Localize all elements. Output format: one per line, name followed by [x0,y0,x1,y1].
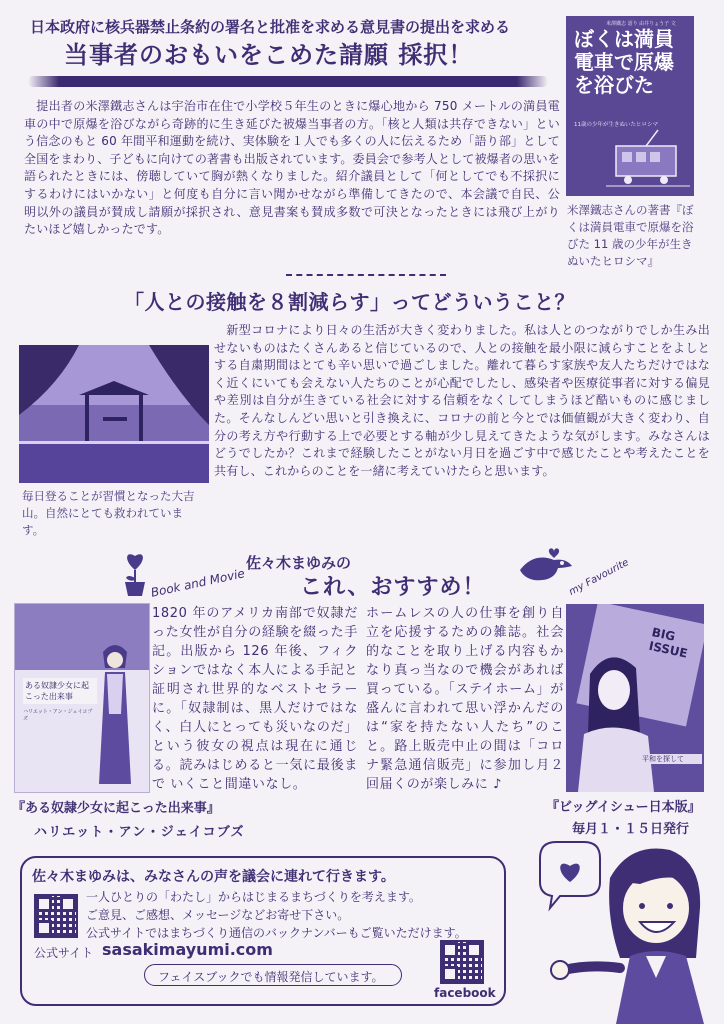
heart-flowerpot-icon [118,548,152,598]
facebook-qr-code[interactable] [440,940,484,984]
woman-illustration [570,644,666,792]
book-and-movie-tag: Book and Movie [149,566,247,600]
pavilion-illustration [19,345,209,483]
recommend-title-big: これ、おすすめ！ [300,575,486,600]
author-character-illustration [520,838,720,1024]
book-cover-subtitle: 11歳の少年が生きぬいたヒロシマ [574,122,658,128]
tram-illustration [606,128,690,192]
brush-divider [28,76,548,87]
petition-book-cover [566,16,694,196]
footer-line-2: ご意見、ご感想、メッセージなどお寄せ下さい。 [86,908,350,922]
site-label: 公式サイト [34,946,94,960]
book-cover-author: 米澤鐵志 語り 由井りょう子 文 [606,21,676,27]
mountain-photo [19,345,209,483]
petition-body: 提出者の米澤鐵志さんは宇治市在住で小学校５年生のときに爆心地から 750 メートルの満員電車の中で原爆を浴びながら奇跡的に生き延びた被爆当事者の方。「核と人類は共存できない」という信念のもと 60 年間平和運動を続け、実体験を１人でも多くの人に伝えるため「語り部」として全国をまわり、子どもに向けての著書も出版されています。委員会で参考人として被爆者の思いを語られたときには、傍聴していて胸が熱くなりました。紹介議員として「何としてでも不採択にするわけにはいかない」と何度も自分に言い聞かせながら準備してきたので、本会議で自民、公明以外の議員が賛成し請願が採択され、意見書案も賛成多数で可決となったときには飛び上がりたいほど嬉しかったです。 [24,99,560,237]
book1-caption-author: ハリエット・アン・ジェイコブズ [34,825,245,840]
footer-line-1: 一人ひとりの「わたし」からはじまるまちづくりを考えます。 [86,890,421,904]
book1-caption-title: 『ある奴隷少女に起こった出来事』 [12,801,220,816]
book1-cover [14,603,150,793]
mountain-photo-caption: 毎日登ることが習慣となった大吉山。自然にとても救われています。 [22,489,195,537]
book2-review: ホームレスの人の仕事を創り自立を応援するための雑誌。社会的なことを取り上げる内容もかなり真っ当なので機会があれば買っている。「ステイホーム」が盛んに言われて思い浮かんだのは“家を持たない人たち”のこと。路上販売中止の間は「コロナ緊急通信販売」に参加し月２回届くのが楽しみに ♪ [366,606,564,792]
book-cover-title: ぼくは満員電車で原爆を浴びた [574,27,674,97]
dashed-divider [286,274,446,276]
book1-review: 1820 年のアメリカ南部で奴隷だった女性が自分の経験を綴った手記。出版から 126 年後、フィクションではなく本人による手記と証明され世界的なベストセラーに。「奴隷制は、黒人だけではなく、白人にとっても災いなのだ」という彼女の視点は現在に通じる。読みはじめると一気に最後まで いくこと間違いなし。 [152,606,358,792]
petition-book-caption: 米澤鐵志さんの著書『ぼくは満員電車で原爆を浴びた 11 歳の少年が生きぬいたヒロシマ』 [567,203,694,268]
petition-subheading: 日本政府に核兵器禁止条約の署名と批准を求める意見書の提出を求める [30,18,511,36]
book2-caption-title: 『ビッグイシュー日本版』 [546,800,701,815]
my-favourite-label: my Favourite [567,557,631,598]
girl-illustration [85,634,145,790]
recommend-title-small: 佐々木まゆみの [246,554,352,572]
book1-cover-author: ハリエット・アン・ジェイコブズ [23,709,93,722]
contact-heading: 「人との接触を８割減らす」ってどういうこと？ [124,290,575,314]
site-qr-code[interactable] [34,894,78,938]
book1-cover-title: ある奴隷少女に起こった出来事 [23,678,97,704]
footer-line-3: 公式サイトではまちづくり通信のバックナンバーもご覧いただけます。 [86,926,467,940]
book2-caption-sub: 毎月１・１５日発行 [572,822,690,837]
contact-body: 新型コロナにより日々の生活が大きく変わりました。私は人とのつながりでしか生み出せないものはたくさんあると信じているので、人との接触を最小限に減らすことをよしとする自粛期間はとても辛い思いで過ごしました。離れて暮らす家族や友人たちだけではなく近くにいても会えない人たちのことが心配でしたし、感染者や医療従事者に対する偏見や差別は自分が生きている社会に対する信頼をなくしてしまうほど酷いものに感じました。そんなしんどい思いと引き換えに、コロナの前と今とでは価値観が大きく変わり、自分の考え方や行動する上で必要とする軸が少し見えてきたような気がします。みなさんはどうでしたか？これまで経験したことがない月日を過ごす中で感じたことや考えたことを共有し、これからのことを一緒に考えていけたらと思います。 [214,323,710,478]
big-issue-photo [566,604,704,792]
facebook-note: フェイスブックでも情報発信しています。 [158,970,384,984]
footer-heading: 佐々木まゆみは、みなさんの声を議会に連れて行きます。 [32,869,395,885]
petition-heading: 当事者のおもいをこめた請願 採択！ [64,41,474,69]
bird-icon [514,548,578,588]
site-url-link[interactable]: sasakimayumi.com [102,940,273,959]
big-issue-cover-text: 平和を探して [642,754,702,764]
facebook-link[interactable]: facebook [434,986,496,1000]
big-issue-logo: BIG ISSUE [647,625,689,661]
